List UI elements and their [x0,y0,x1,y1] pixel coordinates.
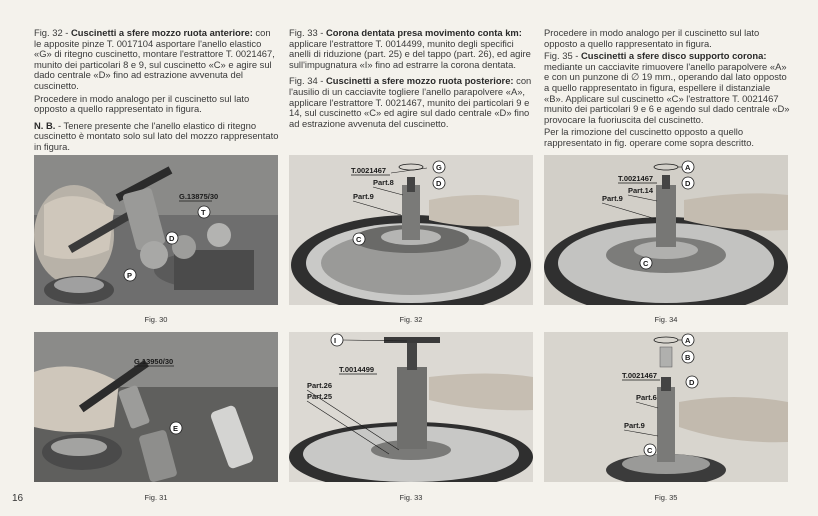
label-d: D [689,378,695,387]
figure-31-caption: Fig. 31 [144,493,168,502]
label-tool: T.0021467 [351,166,387,175]
paragraph: Procedere in modo analogo per il cuscinetto sul lato opposto a quello rappresentato in figura. [544,27,760,49]
label-p: P [127,271,133,280]
figure-30-caption: Fig. 30 [144,315,168,324]
paragraph: Per la rimozione del cuscinetto opposto a quello rappresentato in fig. operare come sopra descritto. [544,126,755,148]
paragraph: Procedere in modo analogo per il cuscinetto sul lato opposto a quello rappresentato in figura. [34,92,250,115]
text-column-1 [34,28,280,155]
label-a: A [685,336,691,345]
label-tool: G.13950/30 [134,357,174,366]
label-part8: Part.8 [373,178,394,187]
label-c: C [356,235,362,244]
label-a: A [685,163,691,172]
paragraph: Fig. 32 - Cuscinetti a sfere mozzo ruota anteriore: con le apposite pinze T. 0017104 asportare l'anello elastico «G» di ritegno cuscinetto, montare l'estrattore T. 0021467, munito dei particolari 8 e 9, sul cuscinetto «C» e agire sul dado centrale «D» fino ad estrazione avvenuta del cuscinetto. [34,27,275,91]
figure-35-photo [544,332,788,482]
label-b: B [685,353,691,362]
label-part26: Part.26 [307,381,333,390]
label-part9: Part.9 [353,192,374,201]
label-c: C [647,446,653,455]
label-c: C [643,259,649,268]
figure-33-photo [289,332,533,482]
label-part6: Part.6 [636,393,657,402]
figure-35-caption: Fig. 35 [654,493,678,502]
label-d: D [436,179,442,188]
paragraph: Fig. 33 - Corona dentata presa movimento conta km: applicare l'estrattore T. 0014499, munito degli specifici anelli di riduzione (part. 25) e del tappo (part. 26), ed agire sull'impugnatura «I» fino ad estrarre la corona dentata. [289,27,531,70]
label-tool: T.0021467 [622,371,658,380]
label-d: D [169,234,175,243]
label-tool: T.0014499 [339,365,375,374]
paragraph: N. B. - Tenere presente che l'anello elastico di ritegno cuscinetto è montato solo sul lato del mozzo rappresentato in figura. [34,119,279,152]
figure-32-photo [289,155,533,305]
figure-30-photo [34,155,278,305]
figure-31-photo [34,332,278,482]
label-part25: Part.25 [307,392,333,401]
figure-33-caption: Fig. 33 [399,493,423,502]
label-g: G [436,163,442,172]
label-i: I [334,336,337,345]
figure-32-caption: Fig. 32 [399,315,423,324]
page-number: 16 [12,493,24,504]
figure-34-caption: Fig. 34 [654,315,678,324]
label-t: T [201,208,206,217]
label-part9: Part.9 [624,421,645,430]
label-d: D [685,179,691,188]
paragraph: Fig. 34 - Cuscinetti a sfere mozzo ruota posteriore: con l'ausilio di un cacciavite togliere l'anello parapolvere «A», applicare l'estrattore T. 0021467, munito dei particolari 9 e 14, sul cuscinetto «C» ed agire sul dado centrale «D» fino ad estrazione avvenuta del cuscinetto. [289,75,532,129]
label-part14: Part.14 [628,186,654,195]
paragraph: Fig. 35 - Cuscinetti a sfere disco supporto corona: mediante un cacciavite rimuovere l'anello parapolvere «A» e con un punzone di ∅ 19 mm., operando dal lato opposto a quello rappresentato in figura, espellere il distanziale «B». Applicare sul cuscinetto «C» l'estrattore T. 0021467 munito dei particolari 9 e 6 e agendo sul dado centrale «D» provocare la fuoriuscita del cuscinetto. [544,50,790,125]
text-column-3 [544,28,790,151]
label-tool: T.0021467 [618,174,654,183]
label-part9: Part.9 [602,194,623,203]
label-tool: G.13875/30 [179,192,219,201]
text-column-2 [289,28,535,131]
figure-34-photo [544,155,788,305]
label-e: E [173,424,179,433]
